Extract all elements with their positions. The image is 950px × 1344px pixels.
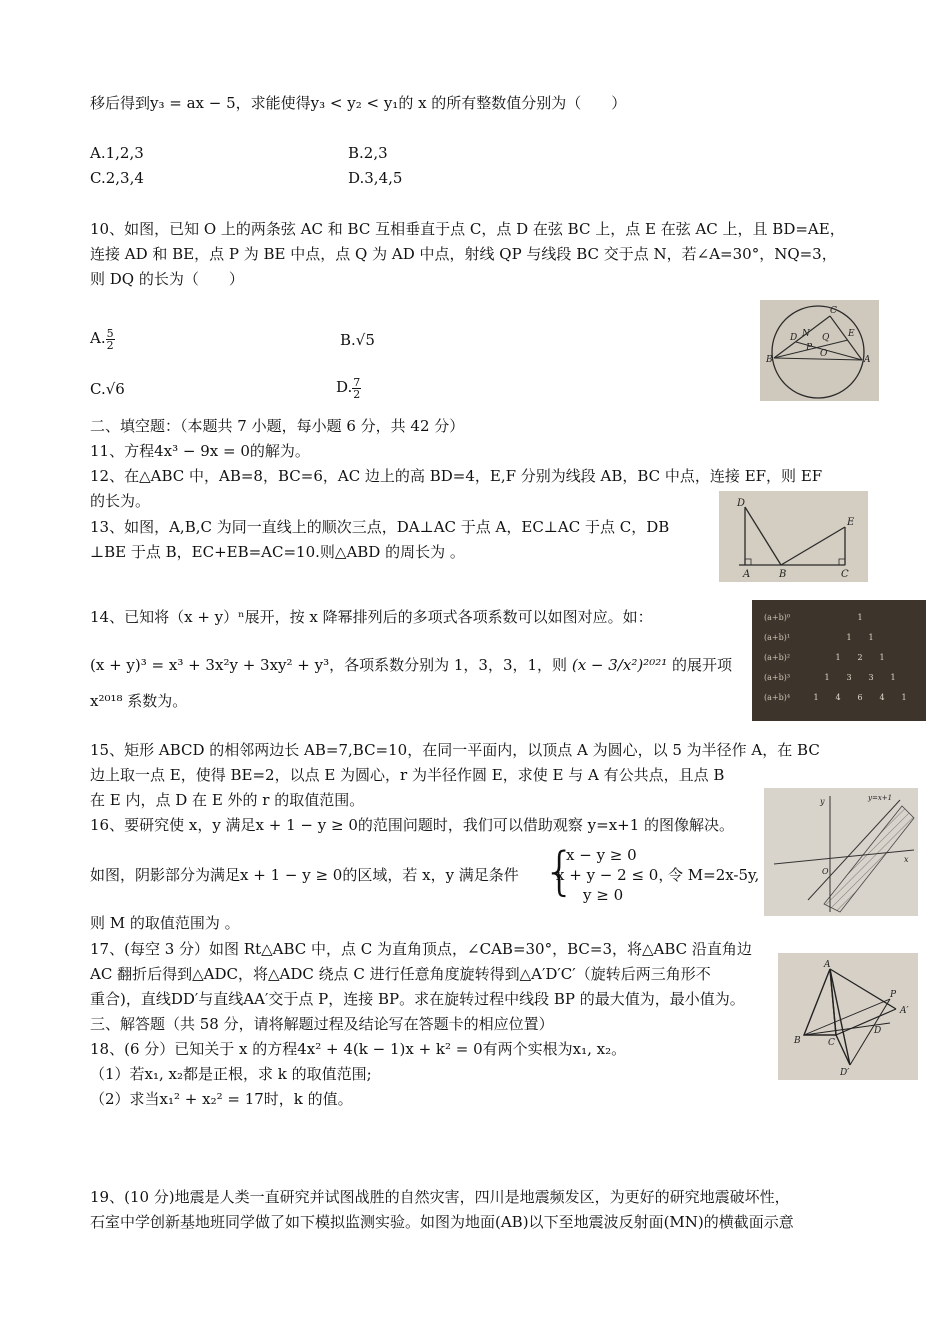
q10-option-a (90, 327, 115, 351)
q17-line1: 17、(每空 3 分）如图 Rt△ABC 中，点 C 为直角顶点，∠CAB=30°，BC=3，将△ABC 沿直角边 (90, 940, 752, 958)
fig14-row-label: (a+b)⁰ (764, 613, 791, 622)
q16-sys-3: y ≥ 0 (583, 886, 624, 904)
fig13-label-e: E (847, 517, 855, 528)
fig14-coefficient: 6 (857, 693, 863, 702)
fig14-row-label: (a+b)¹ (764, 633, 791, 642)
q9-line1: 移后得到y₃ = ax − 5，求能使得y₃ < y₂ < y₁的 x 的所有整数值分别为（ ） (90, 94, 627, 112)
fig16-label-o: O (822, 867, 829, 876)
fig14-coefficient: 1 (813, 693, 819, 702)
q13-line2: ⊥BE 于点 B，EC+EB=AC=10.则△ABD 的周长为 。 (90, 543, 465, 561)
q9-option-c: C.2,3,4 (90, 169, 144, 187)
fig14-coefficient: 4 (879, 693, 885, 702)
fig17-label-d: D (874, 1026, 882, 1036)
q9-option-a: A.1,2,3 (90, 144, 144, 162)
fig17-label-a-prime: A′ (900, 1006, 909, 1016)
q16-line2a: 如图，阴影部分为满足x + 1 − y ≥ 0的区域，若 x，y 满足条件 (90, 866, 519, 884)
fig16-label-y: y (820, 797, 825, 806)
fig17-label-c: C (828, 1038, 835, 1048)
q19-line2: 石室中学创新基地班同学做了如下模拟监测实验。如图为地面(AB)以下至地震波反射面(MN)的横截面示意 (90, 1213, 794, 1231)
fig13-label-a: A (743, 569, 751, 580)
figure-q17 (778, 953, 918, 1080)
fig14-row-label: (a+b)⁴ (764, 693, 791, 702)
q16-brace: { (543, 842, 577, 902)
fig10-label-c: C (830, 306, 837, 316)
fig10-label-p: P (806, 343, 813, 353)
section3-heading: 三、解答题（共 58 分，请将解题过程及结论写在答题卡的相应位置） (90, 1015, 554, 1033)
fig17-label-b: B (794, 1036, 801, 1046)
q16-sys-2: x + y − 2 ≤ 0， (556, 866, 674, 884)
q13-line1: 13、如图，A,B,C 为同一直线上的顺次三点，DA⊥AC 于点 A，EC⊥AC 于点 C，DB (90, 518, 670, 536)
fig14-coefficient: 1 (857, 613, 863, 622)
q14-line2 (90, 654, 732, 676)
fig10-label-o: O (820, 349, 828, 359)
fig16-label-line: y=x+1 (868, 794, 893, 802)
q18-line1: 18、(6 分）已知关于 x 的方程4x² + 4(k − 1)x + k² = 0有两个实根为x₁, x₂。 (90, 1040, 627, 1058)
fig10-label-a: A (864, 355, 871, 365)
fig14-coefficient: 3 (846, 673, 852, 682)
figure-q10 (760, 300, 879, 401)
fig14-coefficient: 1 (890, 673, 896, 682)
q10-option-d-prefix: D. (336, 378, 353, 396)
q19-line1: 19、(10 分)地震是人类一直研究并试图战胜的自然灾害，四川是地震频发区，为更好的研究地震破坏性， (90, 1188, 790, 1206)
q10-option-d (336, 376, 361, 400)
section2-heading: 二、填空题：（本题共 7 小题，每小题 6 分，共 42 分） (90, 417, 465, 435)
fig13-label-b: B (779, 569, 787, 580)
q10-option-a-prefix: A. (90, 329, 106, 347)
q15-line1: 15、矩形 ABCD 的相邻两边长 AB=7,BC=10，在同一平面内，以顶点 A 为圆心，以 5 为半径作 A，在 BC (90, 741, 820, 759)
figure-q13 (719, 491, 868, 582)
q10-line3: 则 DQ 的长为（ ） (90, 270, 244, 288)
q11: 11、方程4x³ − 9x = 0的解为。 (90, 442, 310, 460)
q10-option-d-den: 2 (353, 387, 361, 401)
q16-line3: 则 M 的取值范围为 。 (90, 914, 240, 932)
fig10-label-d: D (790, 333, 798, 343)
fig14-coefficient: 3 (868, 673, 874, 682)
fig10-label-n: N (802, 329, 810, 339)
figure-q16 (764, 788, 918, 916)
q18-line2: （1）若x₁, x₂都是正根，求 k 的取值范围; (90, 1065, 372, 1083)
q14-line2-expansion: (x + y)³ = x³ + 3x²y + 3xy² + y³，各项系数分别为 1，3，3，1，则 (90, 656, 568, 674)
q10-option-a-num: 5 (106, 326, 114, 340)
fig10-label-b: B (766, 355, 773, 365)
q15-line2: 边上取一点 E，使得 BE=2，以点 E 为圆心，r 为半径作圆 E，求使 E 与 A 有公共点，且点 B (90, 766, 725, 784)
q14-line2-expression: (x − 3/x²)²⁰²¹ (571, 656, 668, 674)
q12-line1: 12、在△ABC 中，AB=8，BC=6，AC 边上的高 BD=4，E,F 分别为线段 AB，BC 中点，连接 EF，则 EF (90, 467, 823, 485)
fig17-label-a: A (824, 960, 831, 970)
q15-line3: 在 E 内，点 D 在 E 外的 r 的取值范围。 (90, 791, 365, 809)
q17-line2: AC 翻折后得到△ADC，将△ADC 绕点 C 进行任意角度旋转得到△A′D′C′（旋转后两三角形不 (90, 965, 711, 983)
q14-line1: 14、已知将（x + y）ⁿ展开，按 x 降幂排列后的多项式各项系数可以如图对应。如： (90, 608, 653, 626)
q18-line3: （2）求当x₁² + x₂² = 17时，k 的值。 (90, 1090, 353, 1108)
fig14-coefficient: 2 (857, 653, 863, 662)
fig14-table (752, 600, 926, 721)
q9-option-b: B.2,3 (348, 144, 388, 162)
q16-sys-1: x − y ≥ 0 (566, 846, 637, 864)
fig10-label-e: E (848, 329, 855, 339)
fig17-label-p: P (890, 990, 897, 1000)
q10-line1: 10、如图，已知 O 上的两条弦 AC 和 BC 互相垂直于点 C，点 D 在弦 BC 上，点 E 在弦 AC 上，且 BD=AE， (90, 220, 845, 238)
q10-option-d-num: 7 (353, 375, 361, 389)
q12-line2: 的长为。 (90, 492, 151, 510)
fig14-row-label: (a+b)³ (764, 673, 791, 682)
fig16-label-x: x (904, 855, 909, 864)
fig14-row-label: (a+b)² (764, 653, 791, 662)
q10-option-b: B.√5 (340, 331, 375, 349)
q16-line1: 16、要研究使 x，y 满足x + 1 − y ≥ 0的范围问题时，我们可以借助观察 y=x+1 的图像解决。 (90, 816, 735, 834)
fig14-coefficient: 4 (835, 693, 841, 702)
q17-line3: 重合)，直线DD′与直线AA′交于点 P，连接 BP。求在旋转过程中线段 BP 的最大值为，最小值为。 (90, 990, 745, 1008)
fig14-coefficient: 1 (901, 693, 907, 702)
q10-option-a-den: 2 (106, 338, 114, 352)
q16-line2b: 令 M=2x-5y, (668, 866, 760, 884)
fig14-coefficient: 1 (868, 633, 874, 642)
q10-line2: 连接 AD 和 BE，点 P 为 BE 中点，点 Q 为 AD 中点，射线 QP 与线段 BC 交于点 N，若∠A=30°，NQ=3， (90, 245, 837, 263)
fig14-coefficient: 1 (846, 633, 852, 642)
q9-option-d: D.3,4,5 (348, 169, 403, 187)
fig17-label-d-prime: D′ (840, 1068, 850, 1078)
fig14-coefficient: 1 (835, 653, 841, 662)
figure-q14 (752, 600, 926, 721)
q14-line2-tail: 的展开项 (672, 656, 733, 674)
q14-line3: x²⁰¹⁸ 系数为。 (90, 692, 188, 710)
fig13-label-c: C (841, 569, 849, 580)
fig14-coefficient: 1 (824, 673, 830, 682)
fig10-label-q: Q (822, 333, 830, 343)
q10-option-c: C.√6 (90, 380, 125, 398)
fig14-coefficient: 1 (879, 653, 885, 662)
fig13-label-d: D (737, 498, 746, 509)
